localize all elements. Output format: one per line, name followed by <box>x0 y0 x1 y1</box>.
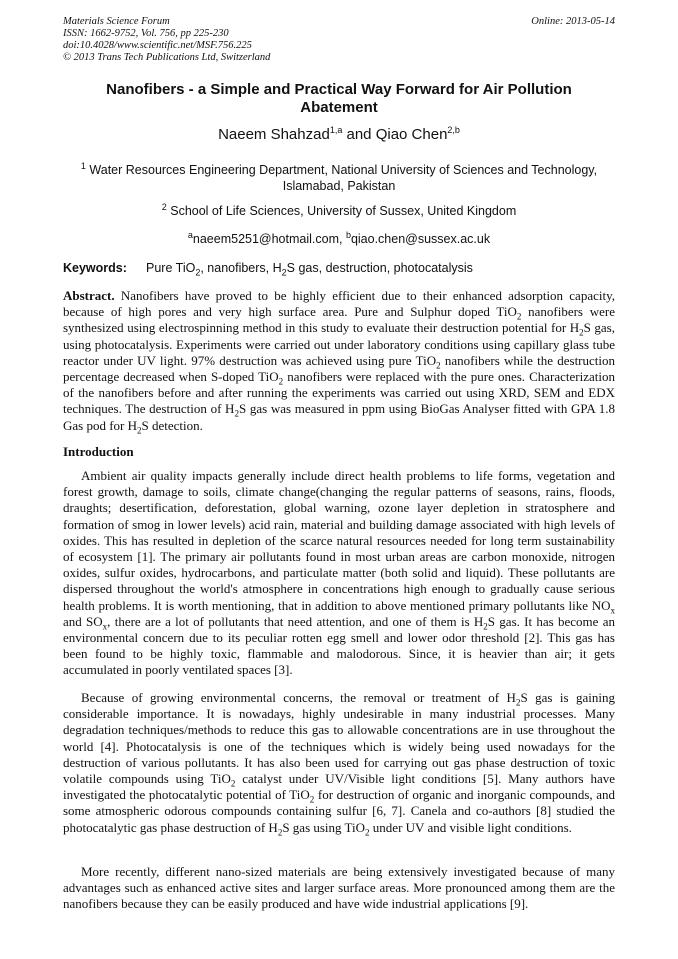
author-emails <box>63 231 615 247</box>
title-line-2: Abatement <box>300 99 378 116</box>
paper-title <box>63 81 615 117</box>
keywords-label: Keywords: <box>63 261 127 275</box>
author-1: Naeem Shahzad <box>218 126 330 143</box>
affiliation-2 <box>63 203 615 219</box>
author-2: Qiao Chen <box>375 126 448 143</box>
doi: doi:10.4028/www.scientific.net/MSF.756.225 <box>63 40 252 51</box>
affiliation-1-number: 1 <box>80 160 86 171</box>
online-date: Online: 2013-05-14 <box>531 16 615 27</box>
email-a[interactable]: naeem5251@hotmail.com, <box>192 232 346 246</box>
email-b-marker: b <box>345 229 351 240</box>
affiliation-1-line-2: Islamabad, Pakistan <box>282 179 396 193</box>
introduction-paragraph-2: Because of growing environmental concerns, the removal or treatment of $H_2S$ gas is gaining considerable importance. It is nowadays, highly undesirable in many industrial processes. Many degradation techniques/methods to reduce this gas to allowable concentrations are in use throughout the world [4]. Photocatalysis is one of the techniques which is widely being used nowadays for the destruction of various pollutants. It has also been used for carrying out gas phase destruction of toxic volatile compounds using TiO$_2$ catalyst under UV/Visible light conditions [5]. Many authors have investigated the photocatalytic potential of TiO$_2$ for destruction of organic and inorganic compounds, and some atmospheric odorous compounds containing sulfur [6, 7]. Canela and co-authors [8] studied the photocatalytic gas phase destruction of $H_2S$ gas using TiO$_2$ under UV and visible light conditions. <box>63 690 615 838</box>
affiliation-1 <box>63 162 615 194</box>
issn: ISSN: 1662-9752, Vol. 756, pp 225-230 <box>63 28 229 39</box>
affiliation-1-line-1: Water Resources Engineering Department, National University of Sciences and Technology, <box>85 163 598 177</box>
author-1-affil: 1,a <box>329 125 343 135</box>
journal-header <box>63 16 615 64</box>
affiliation-2-number: 2 <box>161 201 167 212</box>
copyright: © 2013 Trans Tech Publications Ltd, Switzerland <box>63 52 271 63</box>
affiliation-2-text: School of Life Sciences, University of Sussex, United Kingdom <box>166 204 517 218</box>
abstract-label: Abstract. <box>63 288 115 303</box>
journal-name: Materials Science Forum <box>63 16 170 27</box>
introduction-heading: Introduction <box>63 444 134 459</box>
introduction-paragraph-3: More recently, different nano-sized materials are being extensively investigated because of many advantages such as enhanced active sites and larger surface areas. More pronounced among them are the nanofibers because they can be easily produced and have wide industrial applications [9]. <box>63 864 615 912</box>
abstract: Abstract. Nanofibers have proved to be highly efficient due to their enhanced adsorption capacity, because of high pores and very high surface area. Pure and Sulphur doped TiO$_2$ nanofibers were synthesized using electrospinning method in this study to evaluate their destruction potential for $H_2S$ gas, using photocatalysis. Experiments were carried out under laboratory conditions using capillary glass tube reactor under UV light. 97% destruction was achieved using pure TiO$_2$ nanofibers while the destruction percentage decreased when S-doped TiO$_2$ nanofibers were replaced with the pure ones. Characterization of the nanofibers before and after running the experiments was carried out using XRD, SEM and EDX techniques. The destruction of $H_2S$ gas was measured in ppm using BioGas Analyser fitted with GPA 1.8 Gas pod for $H_2S$ detection. <box>63 288 616 436</box>
keywords-section <box>63 261 615 278</box>
author-2-affil: 2,b <box>447 125 460 135</box>
introduction-paragraph-1: Ambient air quality impacts generally include direct health problems to life forms, vegetation and forest growth, damage to soils, climate change(changing the regular patterns of seasons, rains, floods, draughts; desertification, deforestation, global warning, ozone layer depletion in stratosphere and formation of smog in lower levels) acid rain, material and building damage associated with high levels of oxides. This has resulted in depletion of the scarce natural resources needed for long term sustainability of ecosystem [1]. The primary air pollutants found in most urban areas are carbon monoxide, nitrogen oxides, sulfur oxides, hydrocarbons, and particulate matter (both solid and liquid). These pollutants are dispersed throughout the world's atmosphere in concentrations high enough to gradually cause serious health problems. It is worth mentioning, that in addition to above mentioned primary pollutants like $NO_x$ and $SO_x$, there are a lot of pollutants that need attention, and one of them is $H_2S$ gas. It has become an environmental concern due to its peculiar rotten egg smell and lower odor threshold [2]. This gas has been found to be highly toxic, flammable and malodorous. Since, it is heavier than air; it gets accumulated in poorly ventilated spaces [3]. <box>63 468 615 678</box>
title-line-1: Nanofibers - a Simple and Practical Way Forward for Air Pollution <box>106 81 572 98</box>
author-list <box>63 126 615 143</box>
email-b[interactable]: qiao.chen@sussex.ac.uk <box>350 232 491 246</box>
keywords-text: Pure TiO$_2$, nanofibers, $H_2S$ gas, destruction, photocatalysis <box>146 261 473 278</box>
email-a-marker: a <box>187 229 193 240</box>
author-conjunction: and <box>342 126 376 143</box>
